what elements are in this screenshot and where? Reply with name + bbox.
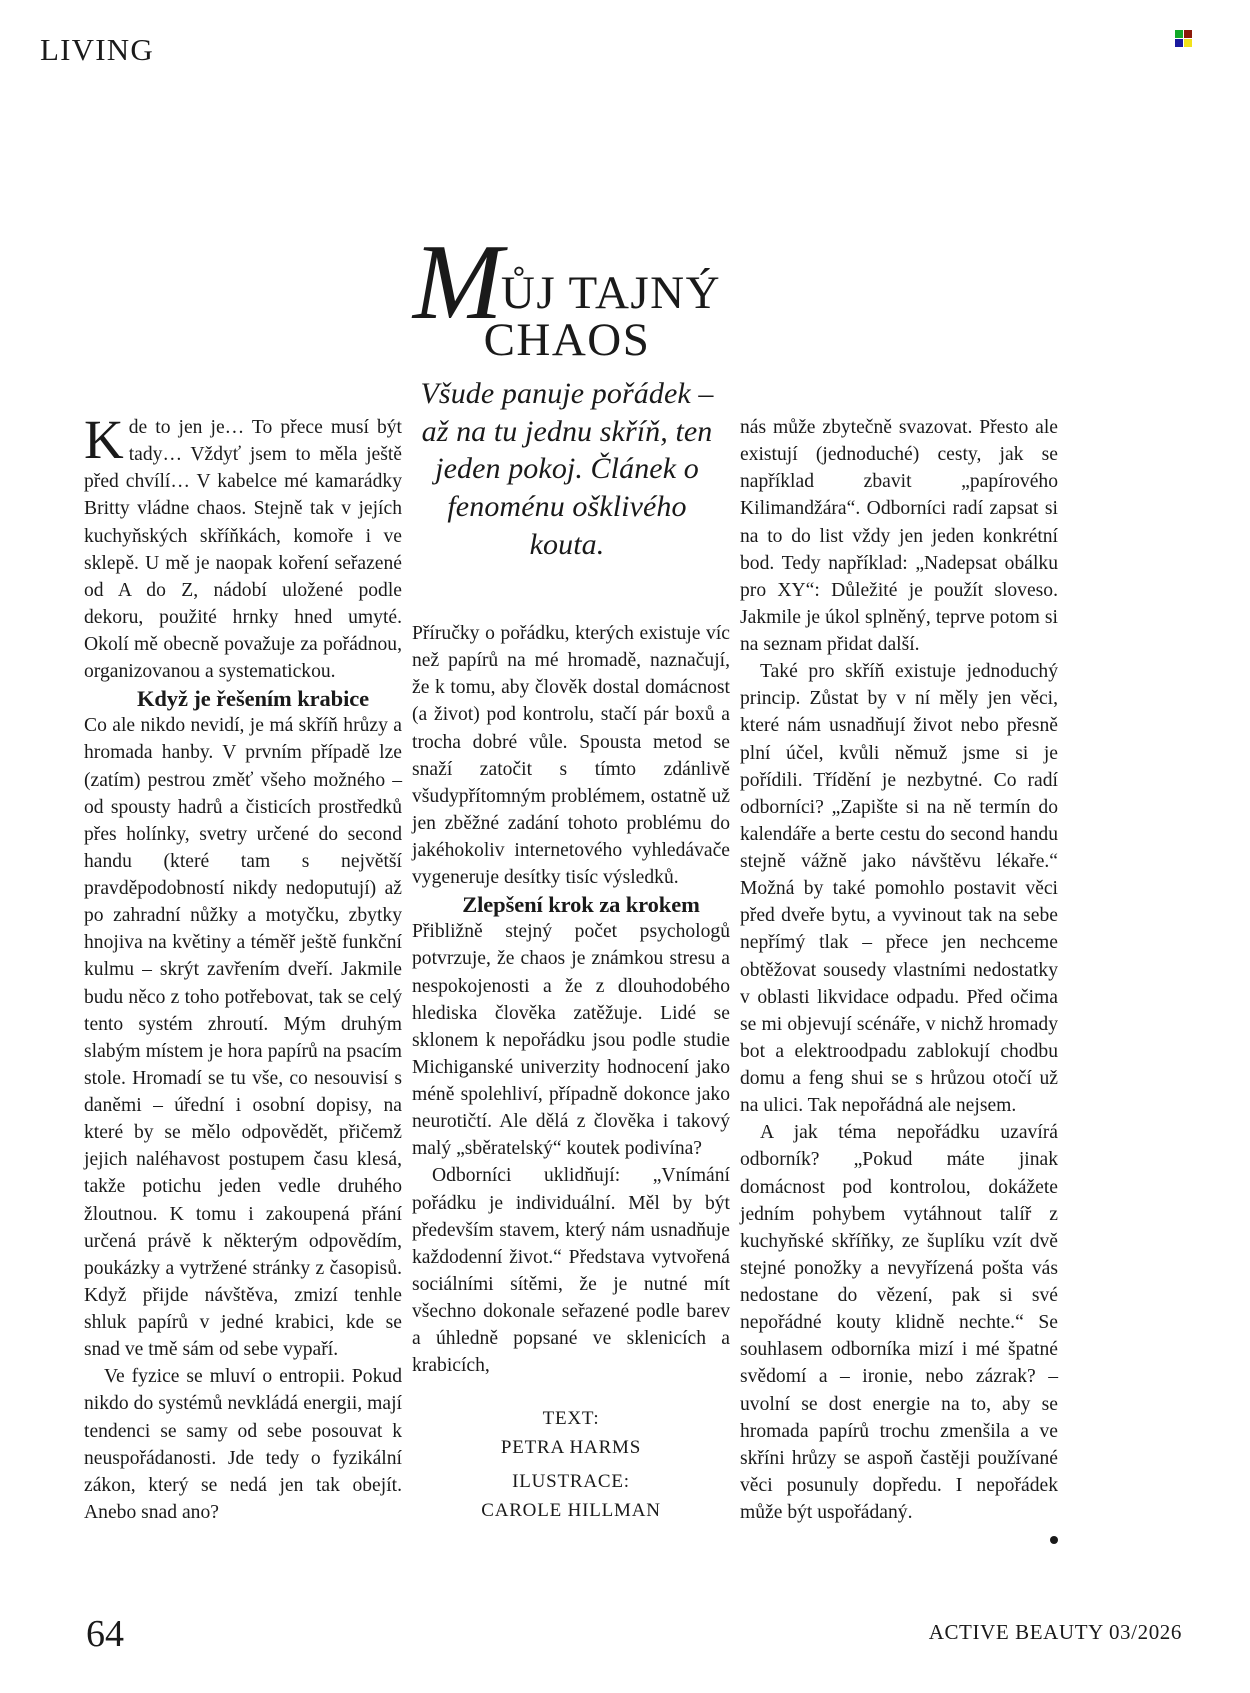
headline-line-1: ŮJ TAJNÝ	[500, 267, 722, 319]
logo-square-yellow	[1184, 39, 1192, 47]
end-of-article-mark	[1050, 1536, 1058, 1544]
column3-paragraph-2: Také pro skříň existuje jednoduchý princip. Zůstat by v ní měly jen věci, které nám usnadňují život nebo přesně plní účel, kvůli němuž jsme si je pořídili. Třídění je nezbytné. Co radí odborníci? „Zapište si na ně termín do kalendáře a berte cestu do second handu stejně vážně jako návštěvu lékaře.“ Možná by také pomohlo postavit věci před dveře bytu, a vyvinout tak na sebe nepřímý tlak – přece jen nechceme obtěžovat sousedy vlastními nedostatky v oblasti likvidace odpadu. Před očima se mi objevují scénáře, v nichž hromady bot a elektroodpadu zablokují chodbu domu a feng shui se s hrůzou otočí už na ulici. Tak nepořádná ale nejsem.	[740, 661, 1058, 1117]
drop-cap: K	[84, 409, 124, 470]
page-footer	[40, 1607, 1210, 1653]
credits-illustration-label: ILUSTRACE:	[512, 1471, 630, 1493]
logo-square-blue	[1175, 39, 1183, 47]
headline-line-2: CHAOS	[483, 313, 651, 366]
article-headline	[408, 223, 726, 366]
logo-square-green	[1175, 30, 1183, 38]
color-squares-logo	[1175, 30, 1192, 47]
column2-paragraph-3: Odborníci uklidňují: „Vnímání pořádku je individuální. Měl by být především stavem, který nám usnadňuje každodenní život.“ Představa vytvořená sociálními sítěmi, že je nutné mít všechno dokonale seřazené podle barev a úhledně popsané ve sklenicích a krabicích,	[412, 1165, 730, 1377]
column3-paragraph-1: nás může zbytečně svazovat. Přesto ale existují (jednoduché) cesty, jak se například zbavit „papírového Kilimandžára“. Odborníci radí zapsat si na to do list vždy jen jeden konkrétní bod. Tedy například: „Nadepsat obálku pro XY“: Důležité je použít sloveso. Jakmile je úkol splněný, teprve potom si na seznam přidat další.	[740, 417, 1058, 655]
headline-drop-letter: M	[412, 223, 501, 342]
column1-paragraph-2: Co ale nikdo nevidí, je má skříň hrůzy a hromada hanby. V prvním případě lze (zatím) pestrou změť všeho možného – od spousty hadrů a čisticích prostředků přes holínky, svetry určené do second handu (které tam s největší pravděpodobností nikdy nedoputují) až po zahradní nůžky a motyčku, zbytky hnojiva na květiny a téměř ještě funkční kulmu – skrýt zavřením dveří. Jakmile budu něco z toho potřebovat, tak se celý tento systém zhroutí. Mým druhým slabým místem je hora papírů na psacím stole. Hromadí se tu vše, co nesouvisí s daněmi – úřední i osobní dopisy, na které by se mělo odpovědět, přičemž jejich naléhavost postupem času klesá, takže potichu jeden vedle druhého žloutnou. K tomu i zakoupená přání určená právě k některým odpovědím, poukázky a vytržené stránky z časopisů. Když přijde návštěva, zmizí tenhle shluk papírů v jedné krabici, kde se snad ve tmě sám od sebe vypaří.	[84, 715, 402, 1361]
article-column-2	[412, 620, 730, 1525]
logo-square-red	[1184, 30, 1192, 38]
article-title-block	[408, 223, 726, 564]
credits-illustration-author: CAROLE HILLMAN	[481, 1499, 661, 1521]
article-column-1	[84, 409, 402, 1526]
column1-paragraph-1	[84, 409, 402, 685]
issue-label: ACTIVE BEAUTY 03/2026	[928, 1620, 1182, 1644]
page-number: 64	[86, 1613, 124, 1655]
column3-paragraph-3: A jak téma nepořádku uzavírá odborník? „Pokud máte jinak domácnost pod kontrolou, dokážete jedním pohybem vytáhnout talíř z kuchyňské skříňky, ze šuplíku vzít dvě stejné ponožky a nevyřízená pošta vás nedostane do vězení, pak si své nepořádné kouty klidně nechte.“ Se souhlasem odborníka mizí i mé špatné svědomí a – ironie, nebo zázrak? – uvolní se dost energie na to, aby se hromada papírů trochu zmenšila a ve skříni hrůzy se aspoň častěji používané věci posunuly dopředu. I nepořádek může být uspořádaný.	[740, 1122, 1058, 1523]
page-header	[40, 34, 1210, 74]
article-credits	[412, 1405, 730, 1525]
column1-paragraph-1-text: de to jen je… To přece musí být tady… Vždyť jsem to měla ještě před chvílí… V kabelce mé kamarádky Britty vládne chaos. Stejně tak v jejích kuchyňských skříňkách, komoře i ve sklepě. U mě je naopak koření seřazené od A do Z, nádobí uložené podle dekoru, použité hrnky hned umyté. Okolí mě obecně považuje za pořádnou, organizovanou a systematickou.	[84, 417, 402, 683]
credits-text-label: TEXT:	[542, 1408, 600, 1430]
article-deck: Všude panuje pořádek – až na tu jednu skříň, ten jeden pokoj. Článek o fenoménu ošklivého kouta.	[420, 376, 714, 562]
section-kicker: LIVING	[40, 32, 154, 67]
column1-subheading: Když je řešením krabice	[136, 686, 370, 712]
article-column-3	[740, 414, 1058, 1544]
column2-paragraph-1: Příručky o pořádku, kterých existuje víc než papírů na mé hromadě, naznačují, že k tomu, aby člověk dostal domácnost (a život) pod kontrolu, stačí pár boxů a trocha dobré vůle. Spousta metod se snaží zatočit s tímto zdánlivě všudypřítomným problémem, ostatně už jen zběžné zadání tohoto problému do jakéhokoliv internetového vyhledávače vygeneruje desítky tisíc výsledků.	[412, 623, 730, 889]
column1-paragraph-3: Ve fyzice se mluví o entropii. Pokud nikdo do systémů nevkládá energii, mají tendenci se samy od sebe posouvat k neuspořádanosti. Jde tedy o fyzikální zákon, který se nedá jen tak obejít. Anebo snad ano?	[84, 1366, 402, 1523]
column2-subheading: Zlepšení krok za krokem	[462, 892, 700, 918]
column2-paragraph-2: Přibližně stejný počet psychologů potvrzuje, že chaos je známkou stresu a nespokojenosti a že z dlouhodobého hlediska člověka zatěžuje. Lidé se sklonem k nepořádku jsou podle studie Michiganské univerzity hodnocení jako méně spolehliví, případně dokonce jako neurotičtí. Ale dělá z člověka i takový malý „sběratelský“ koutek podivína?	[412, 921, 730, 1160]
credits-text-author: PETRA HARMS	[500, 1436, 642, 1458]
